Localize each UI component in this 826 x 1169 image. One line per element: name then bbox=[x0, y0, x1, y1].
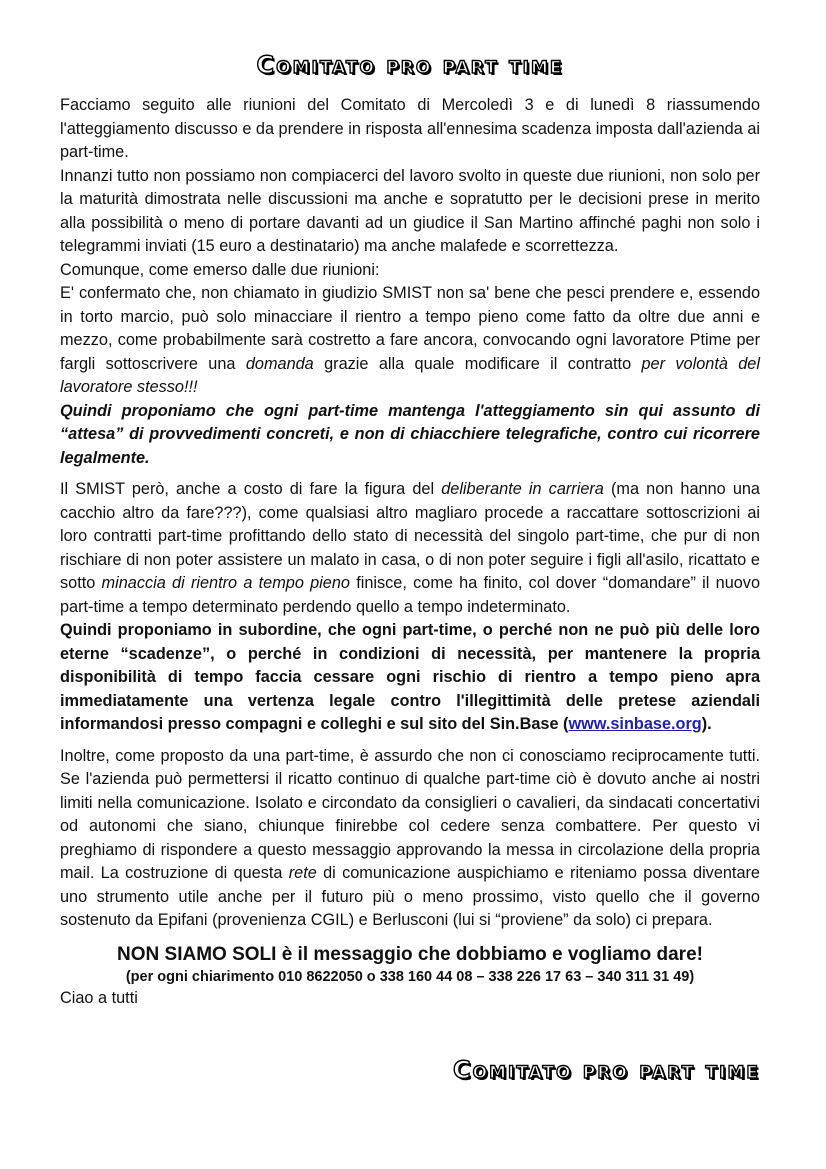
paragraph-meetings: Innanzi tutto non possiamo non compiacerci del lavoro svolto in queste due riunioni, non solo per la maturità dimostrata nelle discussioni ma anche e sopratutto per le decisioni prese in merito alla possibilità o meno di portare davanti ad un giudice il San Martino affinché paghi non solo i telegrammi inviati (15 euro a destinatario) ma anche malafede e scorrettezza. bbox=[60, 166, 760, 255]
paragraph-smist-signatures bbox=[60, 478, 760, 619]
italic-run: rete bbox=[288, 864, 317, 882]
sinbase-link[interactable]: www.sinbase.org bbox=[568, 715, 702, 733]
text-run: grazie alla quale modificare il contratto bbox=[313, 354, 642, 373]
paragraph-smist-threat bbox=[60, 282, 760, 400]
italic-run: deliberante in carriera bbox=[441, 480, 604, 498]
paragraph-outcome-intro: Comunque, come emerso dalle due riunioni: bbox=[60, 260, 380, 279]
italic-run: minaccia di rientro a tempo pieno bbox=[101, 574, 350, 592]
italic-run: domanda bbox=[245, 354, 314, 373]
contact-phones: (per ogni chiarimento 010 8622050 o 338 160 44 08 – 338 226 17 63 – 340 311 31 49) bbox=[125, 968, 695, 985]
italic-run: per volontà del lavoratore stesso!!! bbox=[60, 354, 760, 396]
closing-greeting: Ciao a tutti bbox=[60, 988, 138, 1007]
text-run: di comunicazione auspichiamo e riteniamo possa diventare uno strumento utile anche per il futuro più o meno prossimo, visto quello che il governo sostenuto da Epifani (provenienza CGIL) e Berlusconi (lui si “proviene” da solo) ci prepara. bbox=[60, 864, 760, 929]
text-run: Il SMIST però, anche a costo di fare la figura del bbox=[60, 480, 442, 498]
paragraph-intro: Facciamo seguito alle riunioni del Comitato di Mercoledì 3 e di lunedì 8 riassumendo l'atteggiamento discusso e da prendere in risposta all'ennesima scadenza imposta dall'azienda ai part-time. bbox=[60, 96, 760, 161]
text-run: Inoltre, come proposto da una part-time, è assurdo che non ci conosciamo reciprocamente tutti. Se l'azienda può permettersi il ricatto continuo di qualche part-time ciò è dovuto anche ai nostri limiti nella comunicazione. Isolato e circondato da consiglieri o cavalieri, da sindacati concertativi od autonomi che siano, chiunque finirebbe col cedere senza combattere. Per questo vi preghiamo di rispondere a questo messaggio approvando la messa in circolazione della propria mail. La costruzione di questa bbox=[60, 746, 760, 882]
footer-title: Comitato pro part time bbox=[453, 1056, 760, 1084]
header-title: Comitato pro part time bbox=[256, 51, 564, 79]
text-run: (ma non hanno una cacchio altro da fare???), come qualsiasi altro magliaro procede a raccattare sottoscrizioni ai loro contratti part-time profittando dello stato di necessità del singolo part-time, che pur di non rischiare di non poter assistere un malato in casa, o di non poter seguire i figli all'asilo, ricattato e sotto bbox=[60, 480, 760, 592]
document-body bbox=[60, 50, 760, 1010]
paragraph-proposal-legal bbox=[60, 619, 760, 737]
text-run: finisce, come ha finito, col dover “domandare” il nuovo part-time a tempo determinato perdendo quello a tempo indeterminato. bbox=[60, 574, 760, 616]
slogan: NON SIAMO SOLI è il messaggio che dobbiamo e vogliamo dare! bbox=[117, 943, 703, 965]
paragraph-communication bbox=[60, 745, 760, 933]
text-run: Quindi proponiamo in subordine, che ogni part-time, o perché non ne può più delle loro eterne “scadenze”, o perché in condizioni di necessità, per mantenere la propria disponibilità di tempo faccia cessare ogni rischio di rientro a tempo pieno apra immediatamente una vertenza legale contro l'illegittimità delle pretese aziendali informandosi presso compagni e colleghi e sul sito del Sin.Base ( bbox=[60, 621, 760, 733]
text-run: ). bbox=[701, 715, 712, 733]
text-run: E' confermato che, non chiamato in giudizio SMIST non sa' bene che pesci prendere e, essendo in torto marcio, può solo minacciare il rientro a tempo pieno come fatto da oltre due anni e mezzo, come probabilmente sarà costretto a fare ancora, convocando ogni lavoratore Ptime per fargli sottoscrivere una bbox=[60, 284, 760, 373]
paragraph-proposal-wait: Quindi proponiamo che ogni part-time mantenga l'atteggiamento sin qui assunto di “attesa” di provvedimenti concreti, e non di chiacchiere telegrafiche, contro cui ricorrere legalmente. bbox=[60, 401, 760, 467]
